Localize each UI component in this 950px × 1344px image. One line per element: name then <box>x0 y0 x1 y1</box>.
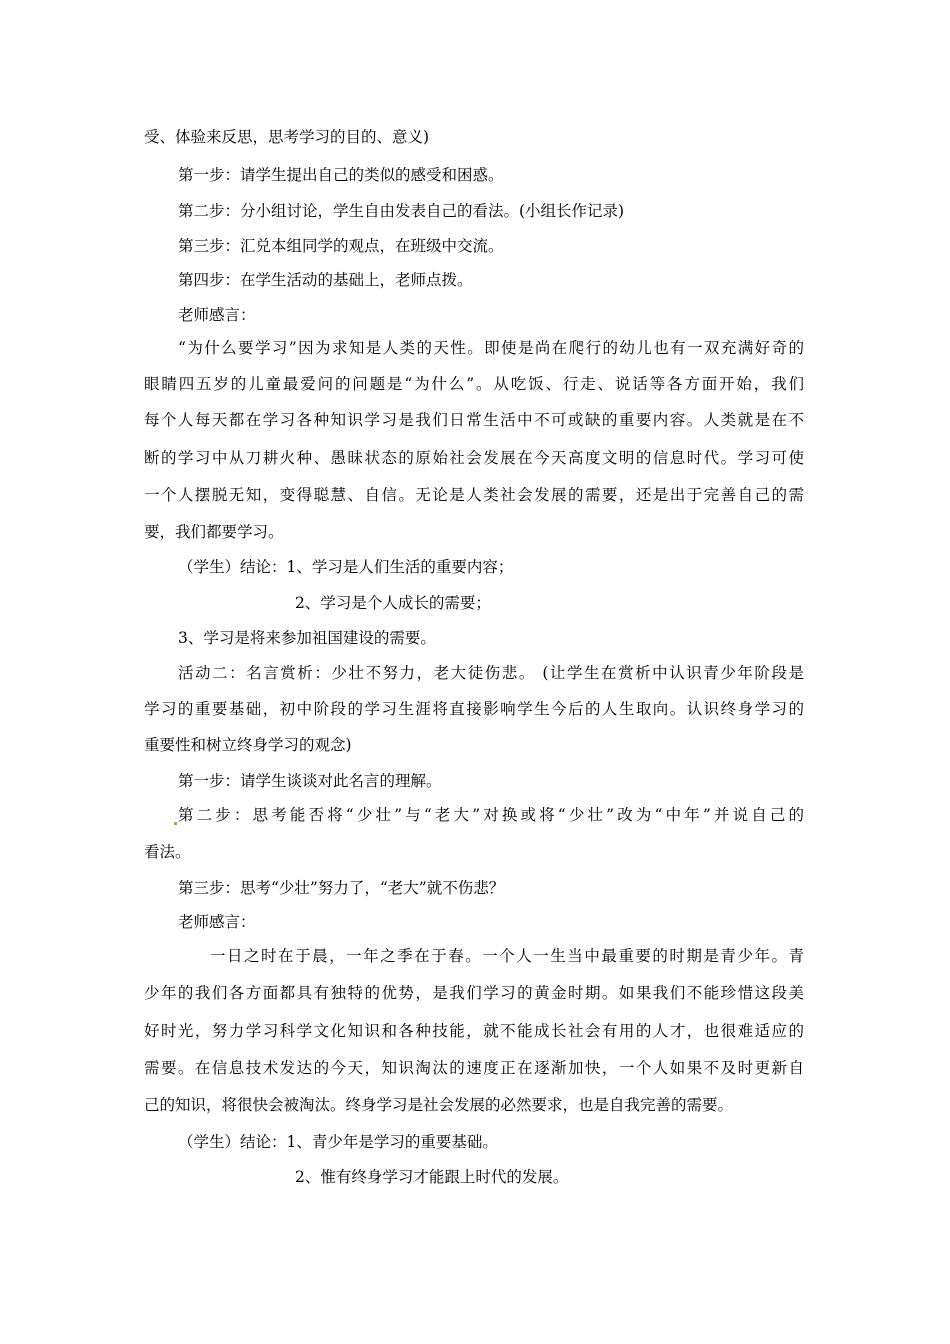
text-line: 看法。 <box>144 843 191 861</box>
text-line: 第一步：请学生提出自己的类似的感受和困惑。 <box>178 166 504 184</box>
text-line: 好时光，努力学习科学文化知识和各种技能，就不能成长社会有用的人才，也很难适应的 <box>144 1022 804 1040</box>
text-line: 眼睛四五岁的儿童最爱问的问题是“为什么”。从吃饭、行走、说话等各方面开始，我们 <box>144 375 804 393</box>
text-line: 学习的重要基础，初中阶段的学习生涯将直接影响学生今后的人生取向。认识终身学习的 <box>144 700 804 718</box>
text-line: 2、学习是个人成长的需要； <box>295 594 491 612</box>
text-line: 活动二：名言赏析：少壮不努力，老大徒伤悲。 (让学生在赏析中认识青少年阶段是 <box>178 664 804 682</box>
text-line: 一日之时在于晨，一年之季在于春。一个人一生当中最重要的时期是青少年。青 <box>210 947 804 965</box>
text-line: 第二步：分小组讨论，学生自由发表自己的看法。(小组长作记录) <box>178 202 625 220</box>
text-line: 重要性和树立终身学习的观念) <box>144 736 352 754</box>
text-line: 第二步：思考能否将“少壮”与“老大”对换或将“少壮”改为“中年”并说自己的 <box>178 806 804 824</box>
text-line: 需要。在信息技术发达的今天，知识淘汰的速度正在逐渐加快，一个人如果不及时更新自 <box>144 1059 804 1077</box>
text-line: 第一步：请学生谈谈对此名言的理解。 <box>178 772 442 790</box>
text-line: 少年的我们各方面都具有独特的优势，是我们学习的黄金时期。如果我们不能珍惜这段美 <box>144 984 804 1002</box>
edit-marker <box>174 822 177 825</box>
text-line: 受、体验来反思，思考学习的目的、意义) <box>144 128 430 146</box>
text-line: 己的知识，将很快会被淘汰。终身学习是社会发展的必然要求，也是自我完善的需要。 <box>144 1096 734 1114</box>
text-line: 第四步：在学生活动的基础上，老师点拨。 <box>178 271 473 289</box>
text-line: 3、学习是将来参加祖国建设的需要。 <box>178 629 436 647</box>
text-line: 第三步：汇兑本组同学的观点，在班级中交流。 <box>178 237 504 255</box>
text-line: 2、惟有终身学习才能跟上时代的发展。 <box>295 1168 569 1186</box>
text-line: 老师感言： <box>178 913 256 931</box>
text-line: “为什么要学习”因为求知是人类的天性。即使是尚在爬行的幼儿也有一双充满好奇的 <box>178 339 804 357</box>
text-line: 老师感言： <box>178 306 256 324</box>
text-line: （学生）结论：1、青少年是学习的重要基础。 <box>178 1133 498 1151</box>
text-line: 第三步：思考“少壮”努力了，“老大”就不伤悲？ <box>178 879 505 897</box>
text-line: 一个人摆脱无知，变得聪慧、自信。无论是人类社会发展的需要，还是出于完善自己的需 <box>144 486 804 504</box>
text-line: 要，我们都要学习。 <box>144 523 284 541</box>
text-line: 断的学习中从刀耕火种、愚昧状态的原始社会发展在今天高度文明的信息时代。学习可使 <box>144 449 804 467</box>
text-line: 每个人每天都在学习各种知识学习是我们日常生活中不可或缺的重要内容。人类就是在不 <box>144 411 804 429</box>
text-line: （学生）结论：1、学习是人们生活的重要内容； <box>178 558 514 576</box>
